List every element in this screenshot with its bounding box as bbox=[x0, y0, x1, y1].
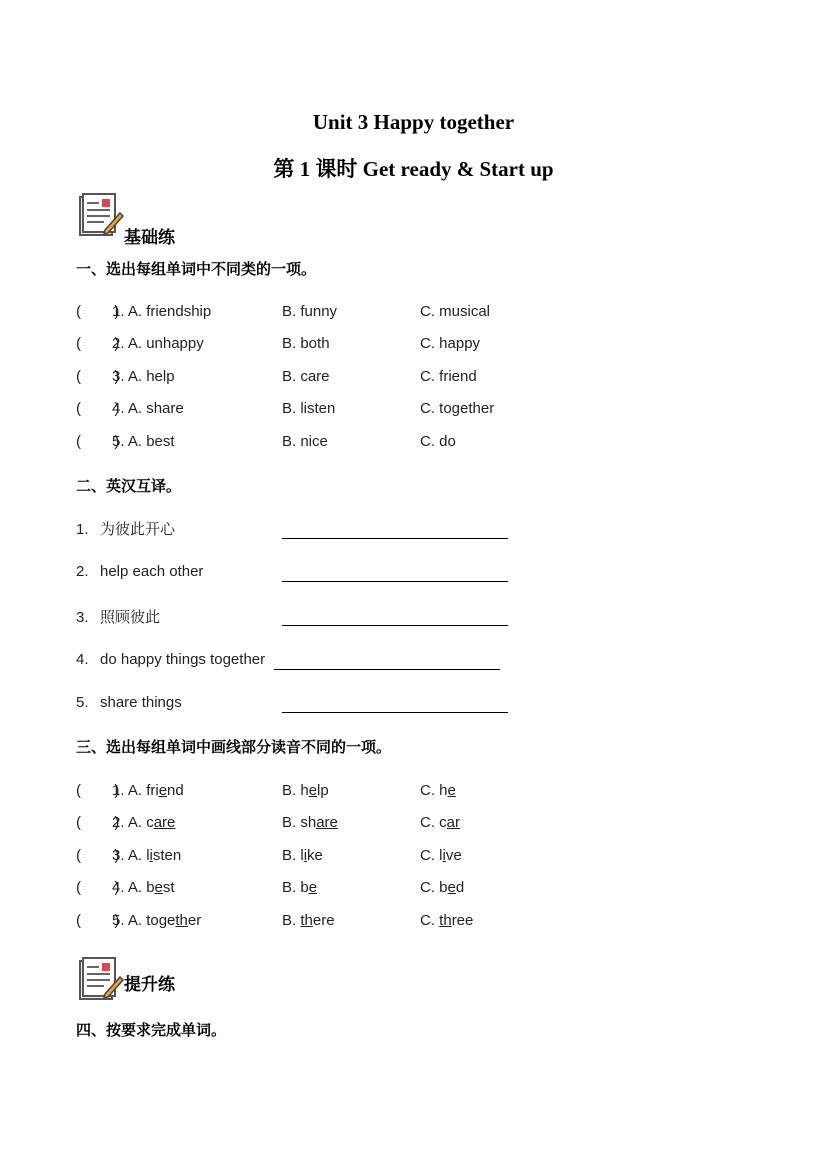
section-label-advanced: 提升练 bbox=[124, 975, 175, 995]
item-text: 为彼此开心 bbox=[100, 521, 176, 538]
part3-heading: 三、选出每组单词中画线部分读音不同的一项。 bbox=[76, 738, 392, 756]
answer-blank[interactable]: ( ) bbox=[76, 847, 120, 864]
option-b: B. both bbox=[282, 335, 330, 352]
option-a: 5. A. together bbox=[112, 912, 202, 929]
answer-blank[interactable]: ( ) bbox=[76, 335, 120, 352]
answer-blank[interactable]: ( ) bbox=[76, 782, 120, 799]
list-item bbox=[0, 433, 827, 455]
list-item bbox=[0, 400, 827, 422]
list-item bbox=[0, 303, 827, 325]
option-a: 1. A. friend bbox=[112, 782, 184, 799]
option-b: B. funny bbox=[282, 303, 338, 320]
answer-line[interactable] bbox=[282, 712, 508, 713]
answer-line[interactable] bbox=[282, 538, 508, 539]
item-number: 4. bbox=[76, 651, 89, 668]
option-c: C. three bbox=[420, 912, 474, 929]
option-b: B. be bbox=[282, 879, 318, 896]
answer-blank[interactable]: ( ) bbox=[76, 912, 120, 929]
answer-blank[interactable]: ( ) bbox=[76, 814, 120, 831]
list-item bbox=[0, 335, 827, 357]
option-b: B. share bbox=[282, 814, 338, 831]
option-b: B. there bbox=[282, 912, 335, 929]
worksheet-icon bbox=[78, 957, 124, 1003]
option-a: 3. A. help bbox=[112, 368, 175, 385]
item-text: help each other bbox=[100, 563, 204, 580]
option-a: 4. A. share bbox=[112, 400, 184, 417]
list-item bbox=[0, 606, 827, 630]
answer-blank[interactable]: ( ) bbox=[76, 400, 120, 417]
page-subtitle: 第 1 课时 Get ready & Start up bbox=[273, 157, 554, 181]
option-c: C. bed bbox=[420, 879, 465, 896]
worksheet-icon bbox=[78, 193, 124, 239]
section-label-basic: 基础练 bbox=[124, 228, 175, 248]
answer-blank[interactable]: ( ) bbox=[76, 879, 120, 896]
option-a: 2. A. care bbox=[112, 814, 176, 831]
answer-blank[interactable]: ( ) bbox=[76, 368, 120, 385]
item-number: 1. bbox=[76, 521, 89, 538]
answer-line[interactable] bbox=[274, 669, 500, 670]
option-c: C. live bbox=[420, 847, 462, 864]
option-c: C. musical bbox=[420, 303, 491, 320]
option-a: 2. A. unhappy bbox=[112, 335, 204, 352]
list-item bbox=[0, 814, 827, 836]
page-title: Unit 3 Happy together bbox=[312, 110, 515, 134]
item-text: do happy things together bbox=[100, 651, 266, 668]
option-b: B. care bbox=[282, 368, 330, 385]
option-a: 4. A. best bbox=[112, 879, 175, 896]
list-item bbox=[0, 847, 827, 869]
part4-heading: 四、按要求完成单词。 bbox=[76, 1021, 227, 1039]
option-c: C. do bbox=[420, 433, 456, 450]
item-text: share things bbox=[100, 694, 182, 711]
item-number: 2. bbox=[76, 563, 89, 580]
option-c: C. car bbox=[420, 814, 461, 831]
answer-blank[interactable]: ( ) bbox=[76, 433, 120, 450]
answer-line[interactable] bbox=[282, 581, 508, 582]
list-item bbox=[0, 782, 827, 804]
item-text: 照顾彼此 bbox=[100, 609, 161, 626]
option-a: 5. A. best bbox=[112, 433, 175, 450]
option-c: C. together bbox=[420, 400, 495, 417]
option-b: B. listen bbox=[282, 400, 336, 417]
list-item bbox=[0, 879, 827, 901]
item-number: 3. bbox=[76, 609, 89, 626]
option-a: 1. A. friendship bbox=[112, 303, 212, 320]
option-b: B. nice bbox=[282, 433, 328, 450]
list-item bbox=[0, 694, 827, 718]
answer-blank[interactable]: ( ) bbox=[76, 303, 120, 320]
option-c: C. friend bbox=[420, 368, 477, 385]
part1-heading: 一、选出每组单词中不同类的一项。 bbox=[76, 260, 317, 278]
answer-line[interactable] bbox=[282, 625, 508, 626]
list-item bbox=[0, 368, 827, 390]
option-c: C. he bbox=[420, 782, 456, 799]
part2-heading: 二、英汉互译。 bbox=[76, 477, 182, 495]
option-b: B. help bbox=[282, 782, 329, 799]
option-c: C. happy bbox=[420, 335, 481, 352]
item-number: 5. bbox=[76, 694, 89, 711]
option-a: 3. A. listen bbox=[112, 847, 182, 864]
list-item bbox=[0, 912, 827, 934]
list-item bbox=[0, 563, 827, 587]
option-b: B. like bbox=[282, 847, 323, 864]
list-item bbox=[0, 651, 827, 675]
list-item bbox=[0, 518, 827, 542]
